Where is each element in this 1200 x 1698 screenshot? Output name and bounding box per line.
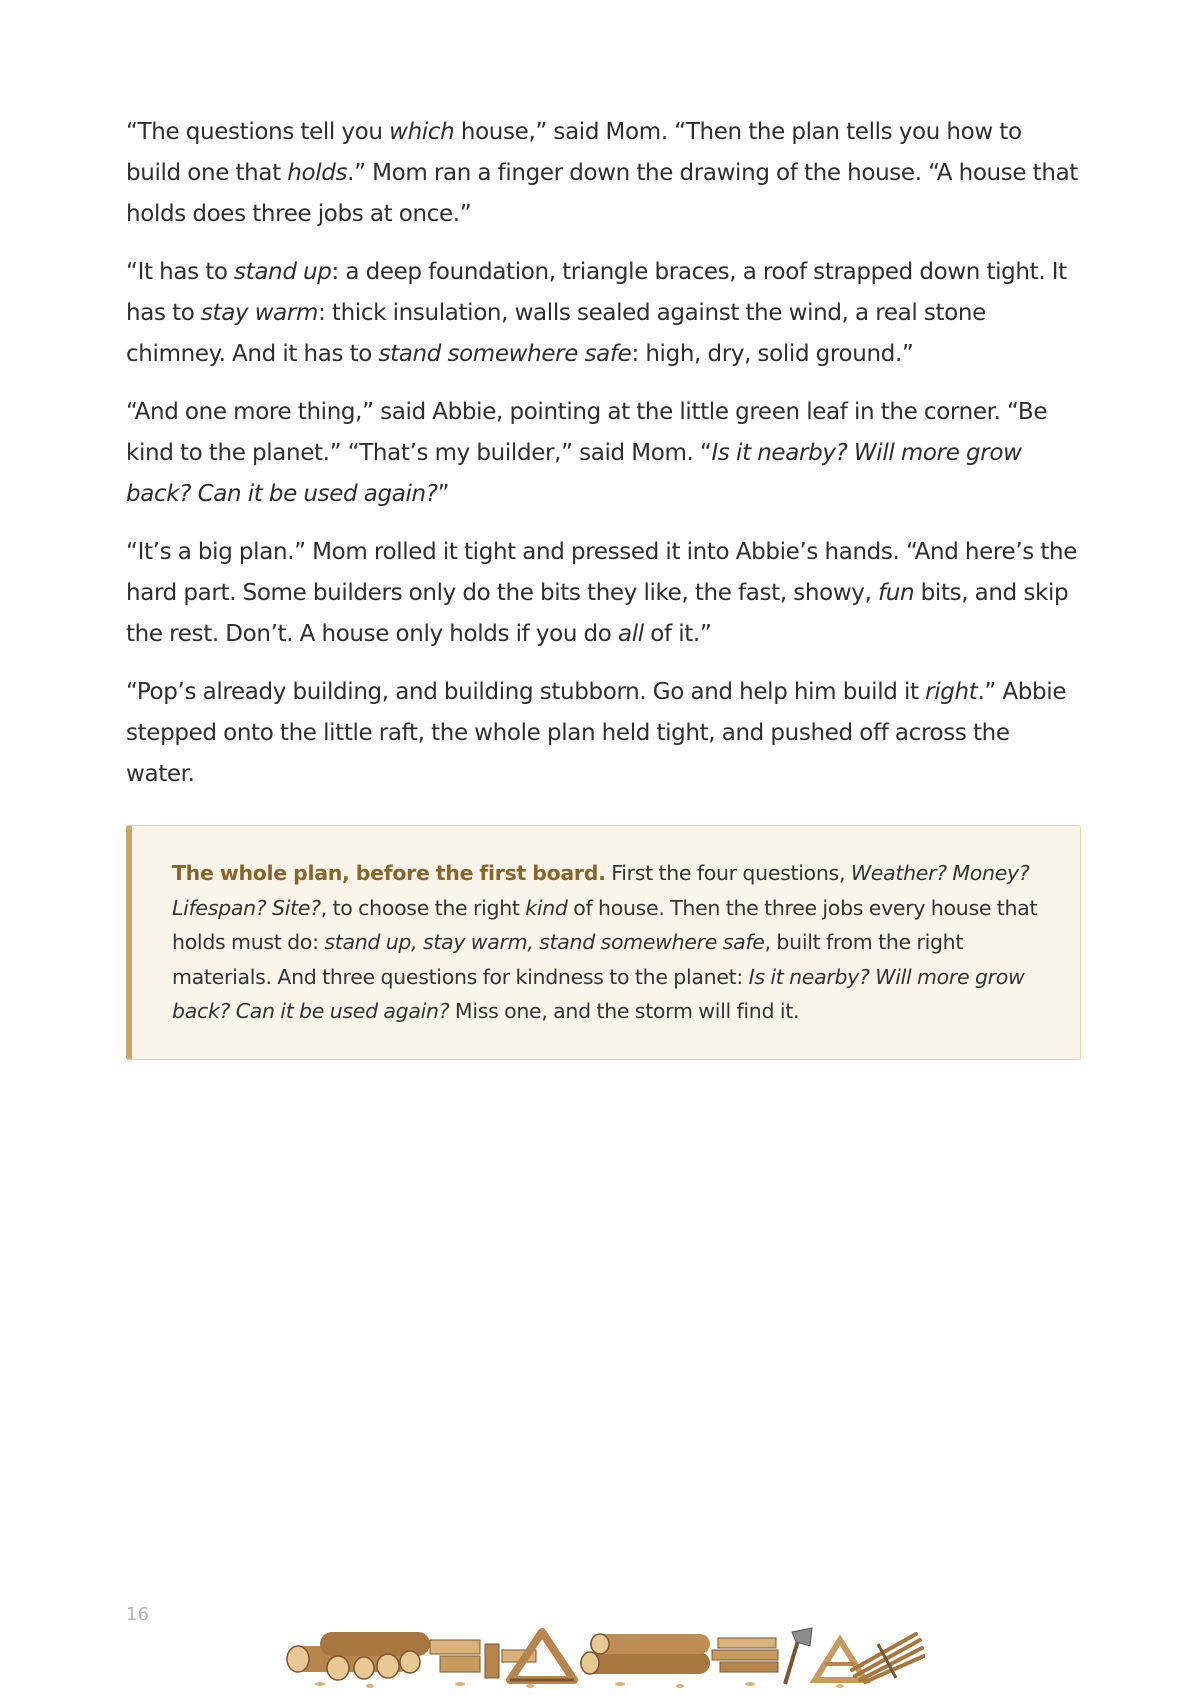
text-run: Miss one, and the storm will find it. — [449, 999, 800, 1023]
text-run: .” Abbie stepped onto the little raft, the whole plan held tight, and pushed off across the water. — [126, 679, 1067, 787]
emphasis-text: right — [925, 679, 978, 705]
story-paragraph — [126, 112, 1081, 235]
text-run: .” Mom ran a finger down the drawing of the house. “A house that holds does three jobs at once.” — [126, 160, 1078, 227]
page-number: 16 — [126, 1604, 149, 1625]
callout-lead: The whole plan, before the first board. — [172, 861, 606, 885]
story-paragraph — [126, 252, 1081, 375]
text-run: First the four questions, — [605, 861, 851, 885]
text-run: house,” said Mom. “Then the plan tells you how to build one that — [126, 119, 1022, 186]
emphasis-text: fun — [878, 580, 915, 606]
text-run: “Pop’s already building, and building stubborn. Go and help him build it — [126, 679, 926, 705]
story-paragraph — [126, 672, 1081, 795]
text-run: : thick insulation, walls sealed against the wind, a real stone chimney. And it has to — [126, 300, 986, 367]
text-run: : a deep foundation, triangle braces, a roof strapped down tight. It has to — [126, 259, 1067, 326]
text-run: bits, and skip the rest. Don’t. A house only holds if you do — [126, 580, 1069, 647]
text-run: , to choose the right — [320, 895, 526, 920]
emphasis-text: stay warm — [200, 300, 319, 326]
story-paragraph — [126, 532, 1081, 655]
text-run: of it.” — [643, 621, 712, 647]
text-run: ” — [437, 481, 450, 507]
story-paragraph — [126, 392, 1081, 515]
emphasis-text: stand up, stay warm, stand somewhere safe — [324, 930, 765, 954]
lumber-pile-illustration — [280, 1624, 925, 1690]
text-run: : high, dry, solid ground.” — [631, 341, 914, 367]
emphasis-text: all — [617, 621, 644, 647]
text-run: “It’s a big plan.” Mom rolled it tight and pressed it into Abbie’s hands. “And here’s the hard part. Some builders only do the bits they like, the fast, showy, — [126, 539, 1078, 606]
page-body — [126, 112, 1081, 1060]
emphasis-text: Is it nearby? Will more grow back? Can it be used again? — [172, 964, 1025, 1023]
emphasis-text: stand up — [234, 259, 332, 285]
emphasis-text: Weather? Money? Lifespan? Site? — [172, 861, 1030, 920]
text-run: “It has to — [126, 259, 235, 285]
emphasis-text: holds — [287, 160, 348, 186]
emphasis-text: which — [389, 119, 455, 145]
text-run: “And one more thing,” said Abbie, pointing at the little green leaf in the corner. “Be kind to the planet.” “That’s my builder,” said Mom. “ — [126, 399, 1048, 466]
summary-callout — [126, 825, 1081, 1060]
text-run: , built from the right materials. And three questions for kindness to the planet: — [172, 930, 964, 989]
emphasis-text: stand somewhere safe — [378, 341, 632, 367]
callout-body — [172, 861, 1037, 1023]
emphasis-text: Is it nearby? Will more grow back? Can it be used again? — [126, 440, 1022, 507]
text-run: “The questions tell you — [126, 119, 390, 145]
emphasis-text: kind — [525, 895, 568, 920]
text-run: of house. Then the three jobs every house that holds must do: — [172, 895, 1038, 954]
